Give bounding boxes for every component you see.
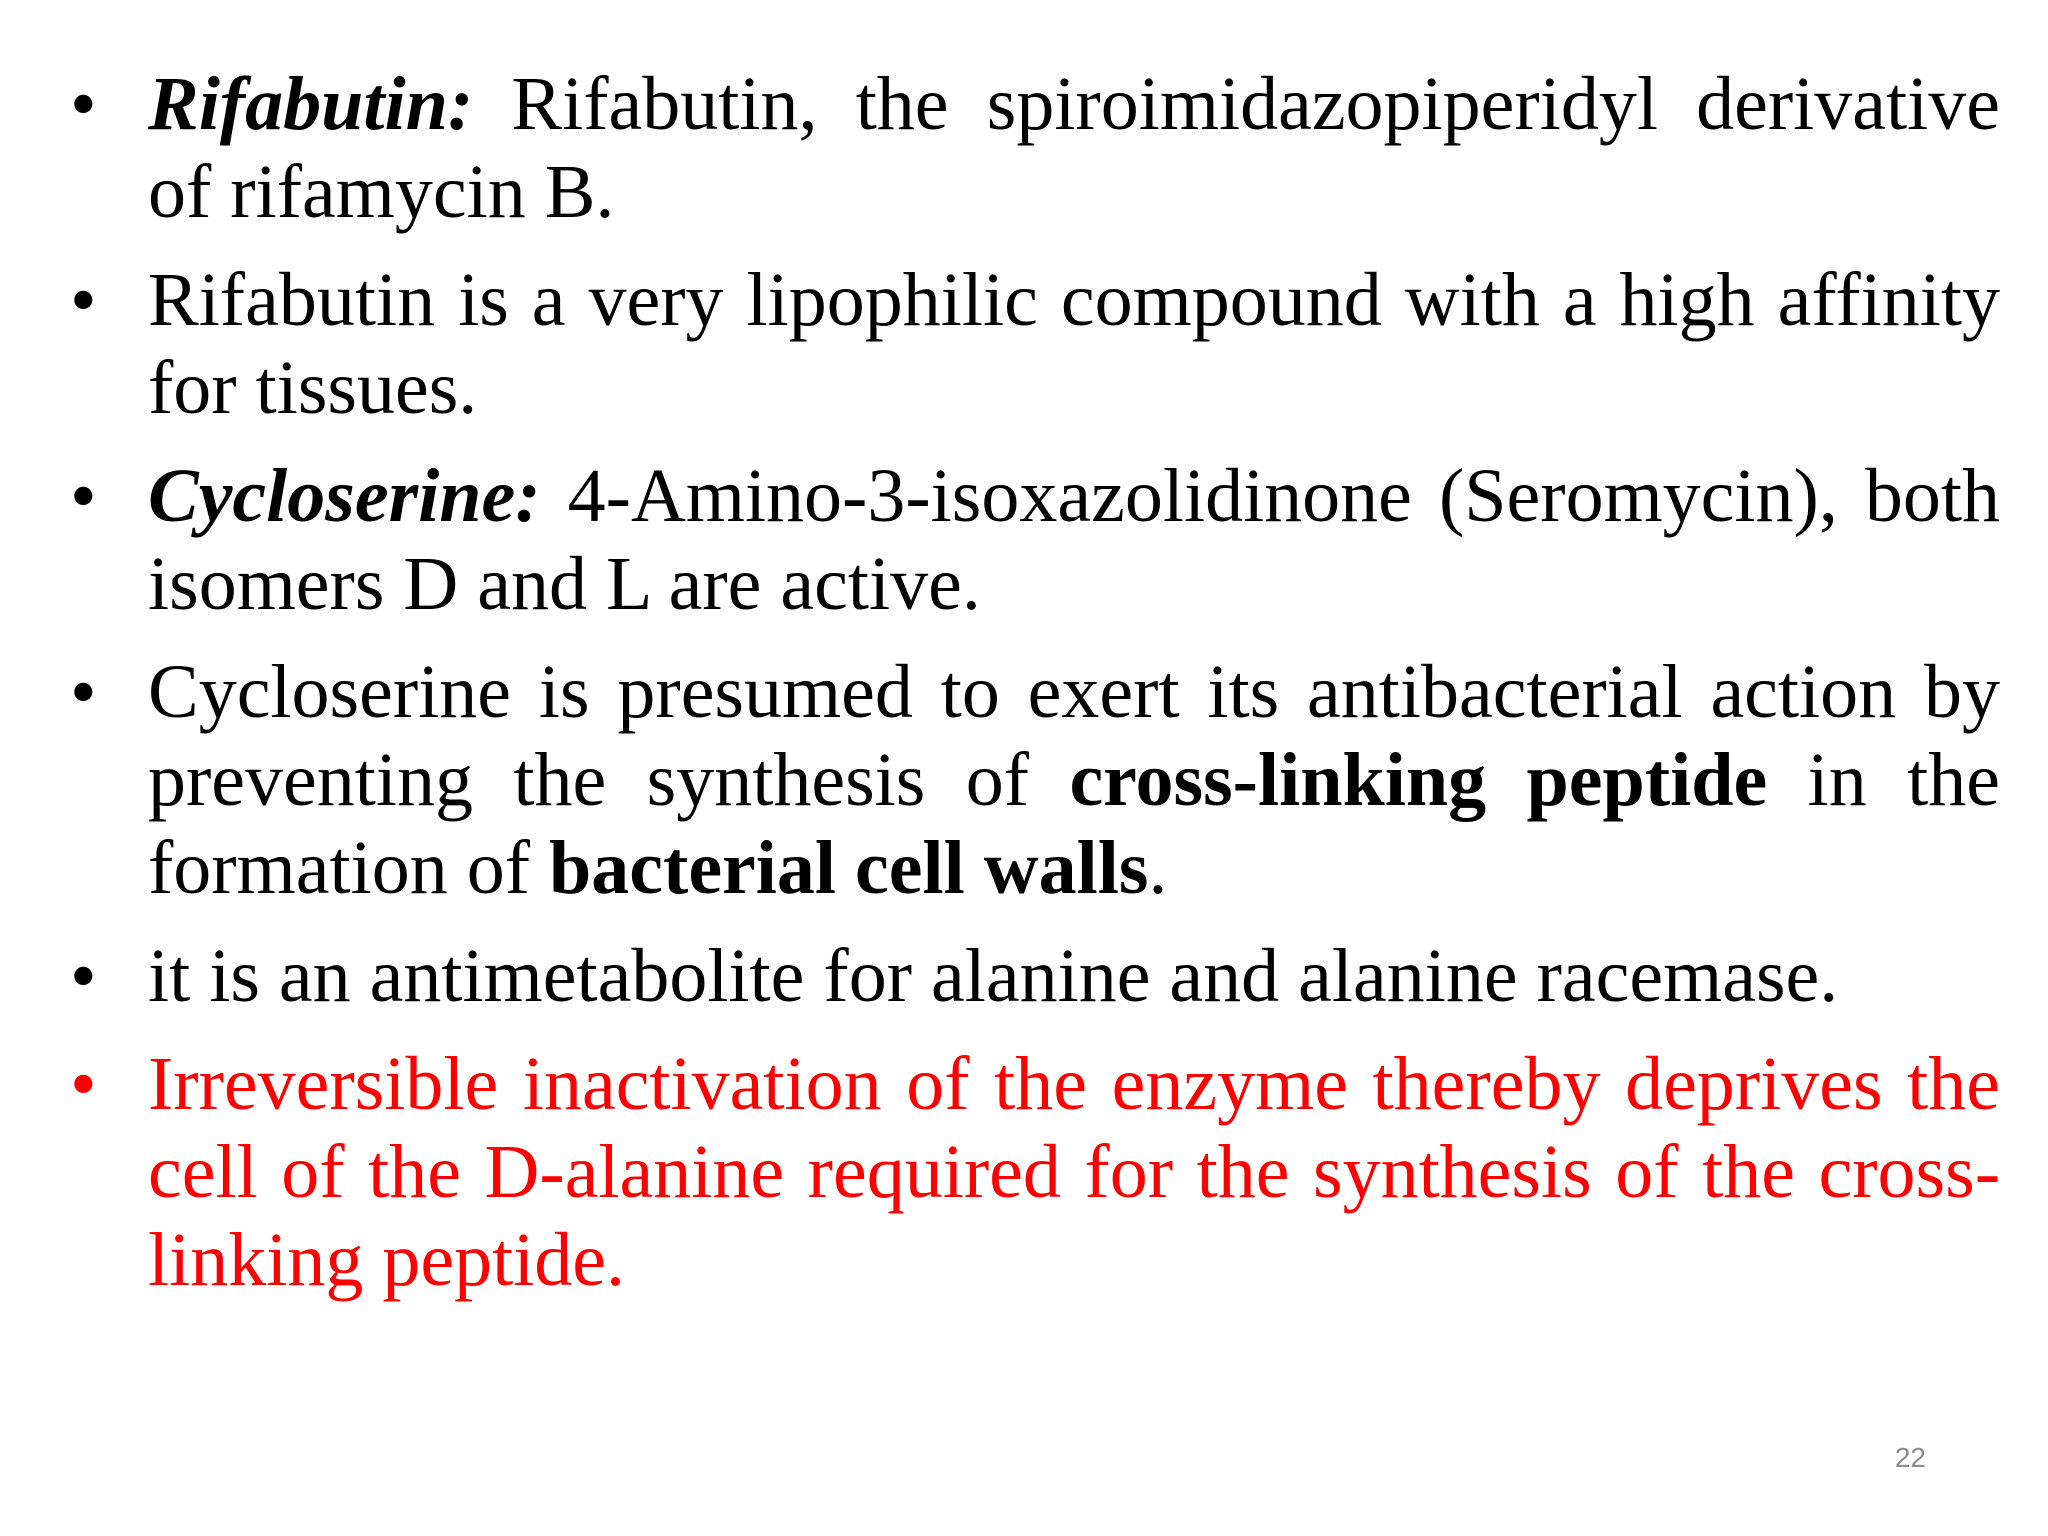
bullet-rifabutin-definition — [70, 60, 2000, 236]
bullet-icon: • — [70, 934, 97, 1018]
bullet-icon: • — [70, 650, 97, 734]
bullet-icon: • — [70, 454, 97, 538]
bullet-icon: • — [70, 62, 97, 146]
bullet-icon: • — [70, 1042, 97, 1126]
bullet-text: Rifabutin is a very lipophilic compound with a high affinity for tissues. — [148, 258, 2000, 430]
bullet-text: Cycloserine is presumed to exert its antibacterial action by preventing the synthesis of — [148, 650, 2000, 822]
term-cycloserine: Cycloserine: — [148, 454, 541, 538]
bullet-text: Rifabutin, the spiroimidazopiperidyl derivative of rifamycin B. — [148, 62, 2000, 234]
bullet-text: 4-Amino-3-isoxazolidinone (Seromycin), both isomers D and L are active. — [148, 454, 2000, 626]
bullet-text: Irreversible inactivation of the enzyme thereby deprives the cell of the D-alanine required for the synthesis of the cross-linking peptide. — [148, 1042, 2000, 1302]
page-number: 22 — [1894, 1442, 1926, 1473]
bullet-text: it is an antimetabolite for alanine and alanine racemase. — [148, 934, 1839, 1018]
term-rifabutin: Rifabutin: — [148, 62, 474, 146]
bullet-list — [70, 60, 2000, 1324]
bullet-cycloserine-definition — [70, 452, 2000, 628]
bullet-antimetabolite — [70, 932, 2000, 1020]
bullet-text: in the formation of — [148, 738, 2000, 910]
bullet-cycloserine-action — [70, 648, 2000, 912]
bold-bacterial-cell-walls: bacterial cell walls — [549, 826, 1149, 910]
bold-cross-linking-peptide: cross-linking peptide — [1069, 738, 1768, 822]
bullet-irreversible-inactivation — [70, 1040, 2000, 1304]
bullet-rifabutin-lipophilic — [70, 256, 2000, 432]
bullet-text: . — [1148, 826, 1168, 910]
bullet-icon: • — [70, 258, 97, 342]
